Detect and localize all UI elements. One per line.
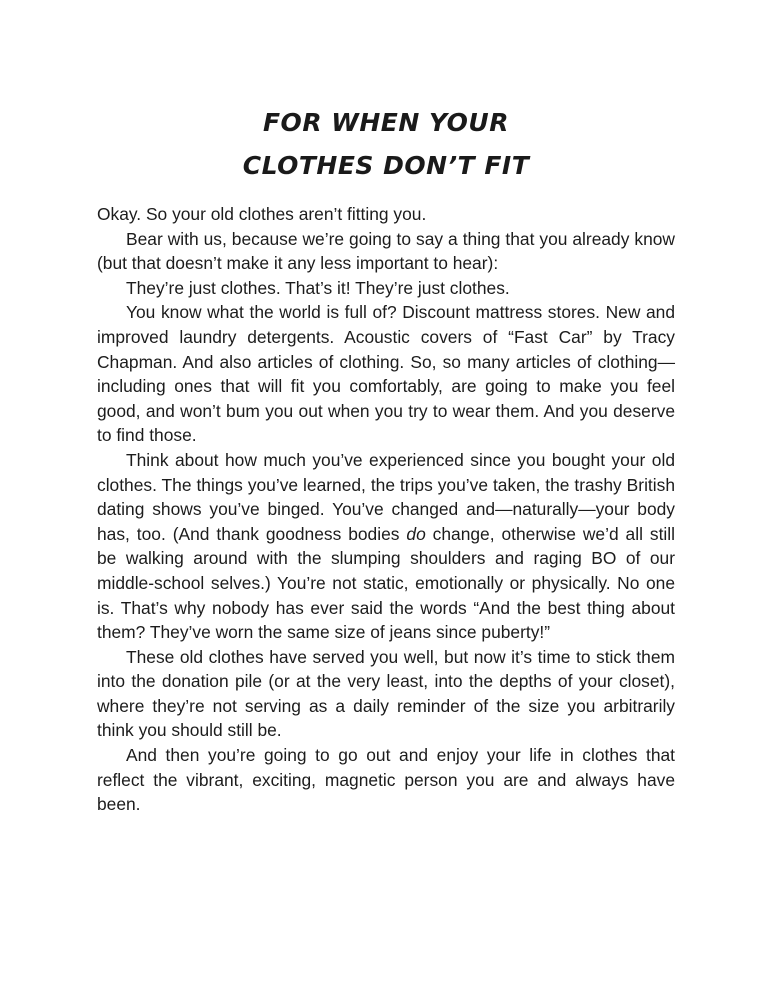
paragraph-5-part-2: change, otherwise we’d all still be walking around with the slumping shoulders and raging BO of our middle-school selves.) You’re not static, emotionally or physically. No one is. That’s why nobody has ever said the words “And the best thing about them? They’ve worn the same size of jeans since puberty!” <box>97 523 675 643</box>
paragraph-4: You know what the world is full of? Discount mattress stores. New and improved laundry detergents. Acoustic covers of “Fast Car” by Tracy Chapman. And also articles of clothing. So, so many articles of clothing—including ones that will fit you comfortably, are going to make you feel good, and won’t bum you out when you try to wear them. And you deserve to find those. <box>97 302 675 446</box>
paragraph-3: They’re just clothes. That’s it! They’re just clothes. <box>126 277 510 298</box>
paragraph-5-emphasis: do <box>406 523 426 544</box>
paragraph-5-part-1: Think about how much you’ve experienced since you bought your old clothes. The things you’ve learned, the trips you’ve taken, the trashy British dating shows you’ve binged. You’ve changed and—naturally—your body has, too. (And thank goodness bodies <box>97 449 675 544</box>
heading-line-2: CLOTHES DON’T FIT <box>231 147 542 186</box>
paragraph-7: And then you’re going to go out and enjoy your life in clothes that reflect the vibrant, exciting, magnetic person you are and always have been. <box>97 745 675 815</box>
heading-line-1: FOR WHEN YOUR <box>251 104 521 143</box>
paragraph-1: Okay. So your old clothes aren’t fitting you. <box>97 204 427 224</box>
paragraph-5 <box>97 448 675 645</box>
paragraph-2: Bear with us, because we’re going to say a thing that you already know (but that doesn’t make it any less important to hear): <box>97 228 675 274</box>
body-text <box>97 202 675 817</box>
chapter-heading <box>0 104 772 186</box>
paragraph-6: These old clothes have served you well, but now it’s time to stick them into the donation pile (or at the very least, into the depths of your closet), where they’re not serving as a daily reminder of the size you arbitrarily think you should still be. <box>97 646 675 741</box>
